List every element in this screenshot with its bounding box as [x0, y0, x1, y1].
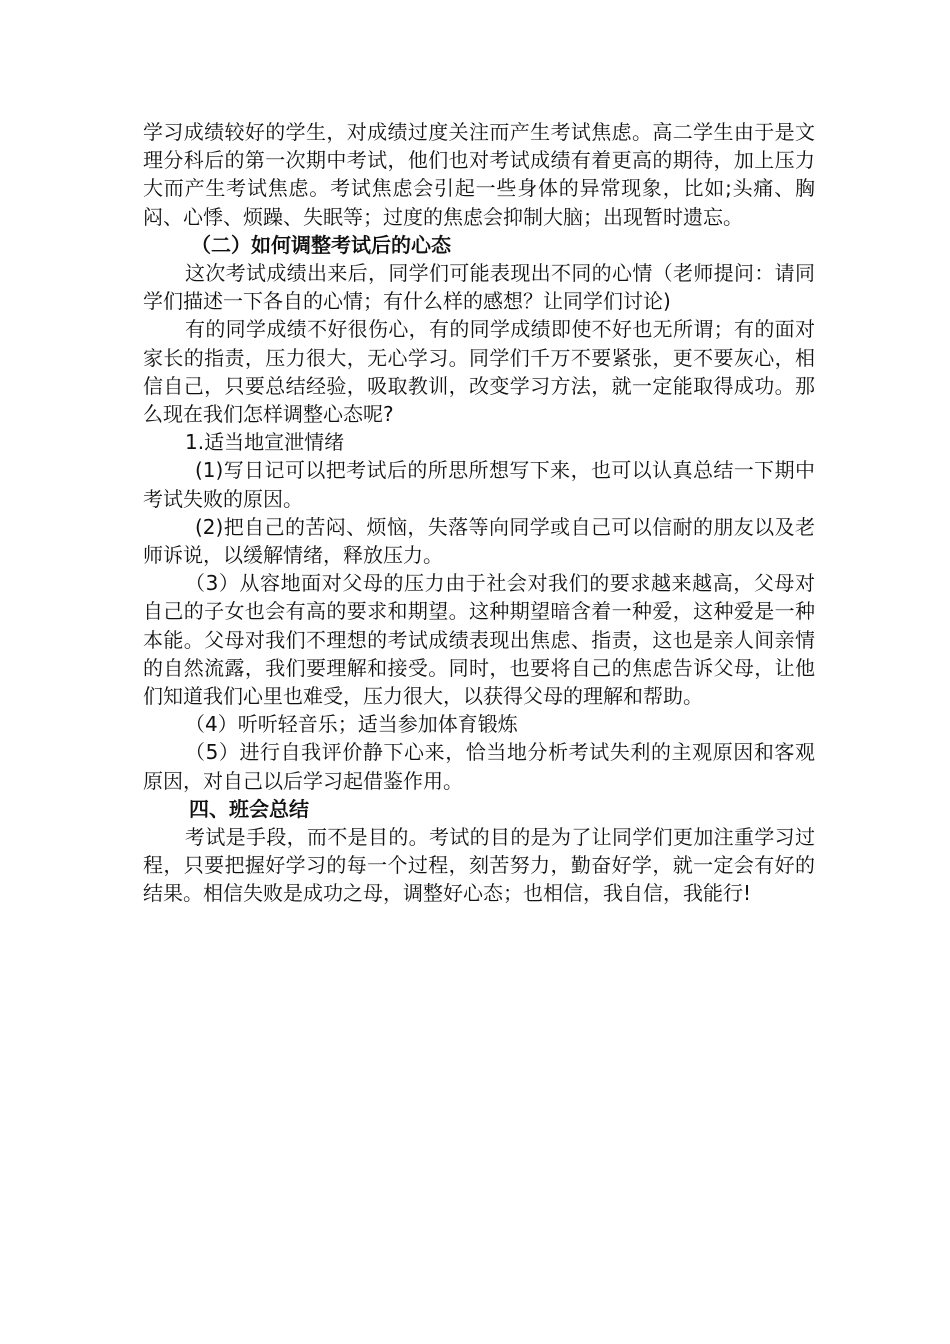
sub-item-self-evaluation: （5）进行自我评价静下心来，恰当地分析考试失利的主观原因和客观原因，对自己以后学习起借鉴作用。 — [143, 740, 815, 793]
student-feelings-paragraph: 有的同学成绩不好很伤心，有的同学成绩即使不好也无所谓；有的面对家长的指责，压力很大，无心学习。同学们千万不要紧张，更不要灰心，相信自己，只要总结经验，吸取教训，改变学习方法，就一定能取得成功。那么现在我们怎样调整心态呢? — [143, 317, 815, 427]
section-heading-adjust-mindset: （二）如何调整考试后的心态 — [191, 232, 451, 257]
section-heading-summary: 四、班会总结 — [189, 796, 309, 821]
summary-paragraph: 考试是手段，而不是目的。考试的目的是为了让同学们更加注重学习过程，只要把握好学习的每一个过程，刻苦努力，勤奋好学，就一定会有好的结果。相信失败是成功之母，调整好心态；也相信，我自信，我能行! — [143, 825, 815, 906]
list-item-emotion-release: 1.适当地宣泄情绪 — [185, 430, 345, 455]
sub-item-music-exercise: （4）听听轻音乐；适当参加体育锻炼 — [185, 712, 518, 737]
sub-item-confide: (2)把自己的苦闷、烦恼，失落等向同学或自己可以信耐的朋友以及老师诉说，以缓解情绪，释放压力。 — [143, 514, 815, 568]
teacher-question-paragraph: 这次考试成绩出来后，同学们可能表现出不同的心情（老师提问：请同学们描述一下各自的心情；有什么样的感想？让同学们讨论) — [143, 261, 815, 314]
document-page — [143, 118, 815, 908]
sub-item-diary: (1)写日记可以把考试后的所思所想写下来，也可以认真总结一下期中考试失败的原因。 — [143, 458, 815, 511]
sub-item-parents-pressure: （3）从容地面对父母的压力由于社会对我们的要求越来越高，父母对自己的子女也会有高的要求和期望。这种期望暗含着一种爱，这种爱是一种本能。父母对我们不理想的考试成绩表现出焦虑、指责，这也是亲人间亲情的自然流露，我们要理解和接受。同时，也要将自己的焦虑告诉父母，让他们知道我们心里也难受，压力很大，以获得父母的理解和帮助。 — [143, 571, 815, 709]
intro-paragraph: 学习成绩较好的学生，对成绩过度关注而产生考试焦虑。高二学生由于是文理分科后的第一次期中考试，他们也对考试成绩有着更高的期待，加上压力大而产生考试焦虑。考试焦虑会引起一些身体的异常现象，比如;头痛、胸闷、心悸、烦躁、失眠等；过度的焦虑会抑制大脑；出现暂时遗忘。 — [143, 120, 815, 229]
